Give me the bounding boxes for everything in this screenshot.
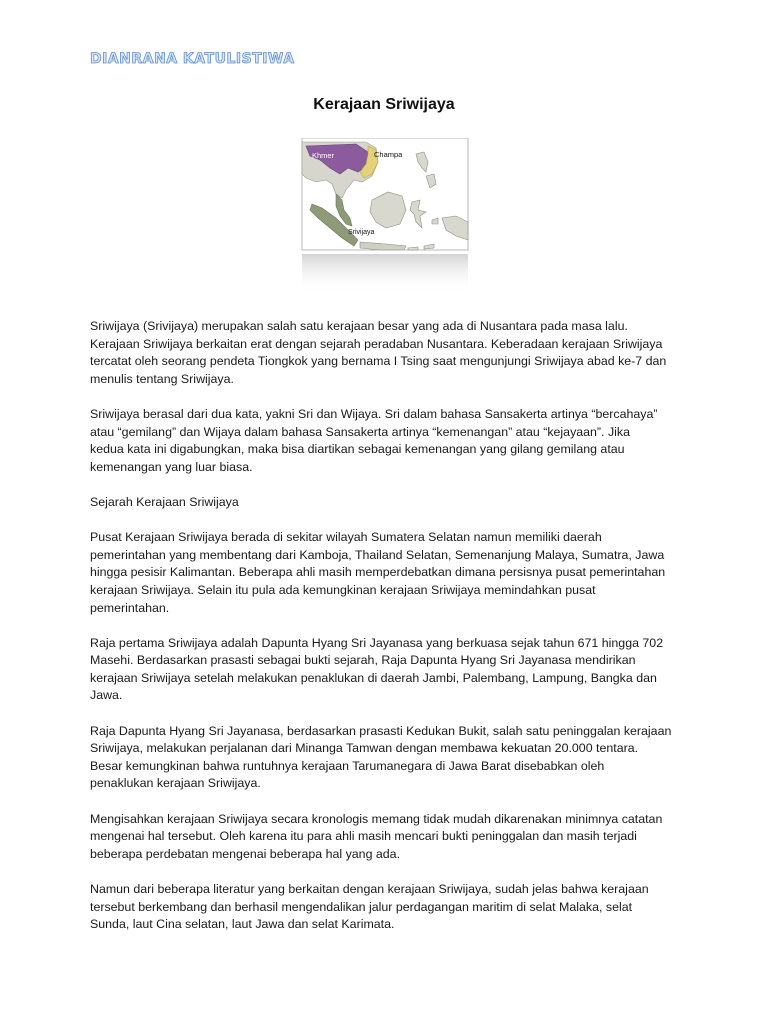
text-line: tersebut berkembang dan berhasil mengendalikan jalur perdagangan maritim di selat Malaka, selat <box>90 899 633 914</box>
text-line: Sriwijaya, melakukan perjalanan dari Minanga Tamwan dengan membawa kekuatan 20.000 tentara. <box>90 741 639 756</box>
text-line: pemerintahan. <box>90 600 170 615</box>
map-label-sriwijaya: Srivijaya <box>348 229 375 236</box>
sriwijaya-map <box>296 138 472 298</box>
section-paragraph-4 <box>90 811 690 864</box>
map-reflection <box>302 254 468 294</box>
section-paragraph-5 <box>90 881 690 934</box>
text-line: kerajaan Sriwijaya. Selain itu pula ada kemungkinan kerajaan Sriwijaya memindahkan pusat <box>90 582 596 597</box>
map-label-khmer: Khmer <box>312 151 335 160</box>
text-line: kedua kata ini digabungkan, maka bisa diartikan sebagai kemenangan yang gilang gemilang atau <box>90 442 625 457</box>
text-line: mengenai hal tersebut. Oleh karena itu para ahli masih mencari bukti peninggalan dan masih terjadi <box>90 829 637 844</box>
text-line: pemerintahan yang membentang dari Kamboja, Thailand Selatan, Semenanjung Malaya, Sumatra, Jawa <box>90 547 665 562</box>
header-brand: DIANRANA KATULISTIWA <box>90 51 295 67</box>
map-figure <box>296 138 472 298</box>
text-line: Raja pertama Sriwijaya adalah Dapunta Hyang Sri Jayanasa yang berkuasa sejak tahun 671 hingga 702 <box>90 635 664 650</box>
text-line: hingga pesisir Kalimantan. Beberapa ahli masih memperdebatkan dimana persisnya pusat pemerintahan <box>90 565 666 580</box>
text-line: Raja Dapunta Hyang Sri Jayanasa, berdasarkan prasasti Kedukan Bukit, salah satu peninggalan kerajaan <box>90 723 672 738</box>
text-line: kemenangan yang luar biasa. <box>90 459 253 474</box>
section-paragraph-3 <box>90 723 690 793</box>
section-paragraph-1 <box>90 529 690 617</box>
intro-paragraph-1 <box>90 318 690 388</box>
page-title: Kerajaan Sriwijaya <box>313 96 455 113</box>
text-line: Kerajaan Sriwijaya berkaitan erat dengan sejarah peradaban Nusantara. Keberadaan kerajaan Sriwijaya <box>90 336 663 351</box>
text-line: menulis tentang Sriwijaya. <box>90 371 234 386</box>
text-line: kerajaan Sriwijaya setelah melakukan penaklukan di daerah Jambi, Palembang, Lampung, Bangka dan <box>90 670 657 685</box>
text-line: atau “gemilang” dan Wijaya dalam bahasa Sansakerta artinya “kemenangan” atau “kejayaan”. Jika <box>90 424 630 439</box>
text-line: Namun dari beberapa literatur yang berkaitan dengan kerajaan Sriwijaya, sudah jelas bahwa kerajaan <box>90 882 649 896</box>
text-line: Jawa. <box>90 688 123 703</box>
section-heading: Sejarah Kerajaan Sriwijaya <box>90 494 239 509</box>
section-paragraph-2 <box>90 635 690 705</box>
text-line: beberapa perdebatan mengenai beberapa hal yang ada. <box>90 846 401 861</box>
text-line: tercatat oleh seorang pendeta Tiongkok yang bernama I Tsing saat mengunjungi Sriwijaya abad ke-7 dan <box>90 354 667 369</box>
text-line: Besar kemungkinan bahwa runtuhnya kerajaan Tarumanegara di Jawa Barat disebabkan oleh <box>90 758 605 773</box>
map-label-champa: Champa <box>374 150 403 159</box>
text-line: Sunda, laut Cina selatan, laut Jawa dan selat Karimata. <box>90 917 395 932</box>
article-body <box>90 318 690 951</box>
text-line: penaklukan kerajaan Sriwijaya. <box>90 776 261 791</box>
text-line: Pusat Kerajaan Sriwijaya berada di sekitar wilayah Sumatera Selatan namun memiliki daerah <box>90 530 602 545</box>
text-line: Mengisahkan kerajaan Sriwijaya secara kronologis memang tidak mudah dikarenakan minimnya catatan <box>90 811 663 826</box>
text-line: Sriwijaya berasal dari dua kata, yakni Sri dan Wijaya. Sri dalam bahasa Sansakerta artinya “bercahaya” <box>90 406 658 421</box>
text-line: Sriwijaya (Srivijaya) merupakan salah satu kerajaan besar yang ada di Nusantara pada masa lalu. <box>90 319 628 333</box>
text-line: Masehi. Berdasarkan prasasti sebagai bukti sejarah, Raja Dapunta Hyang Sri Jayanasa mendirikan <box>90 653 636 668</box>
intro-paragraph-2 <box>90 406 690 476</box>
